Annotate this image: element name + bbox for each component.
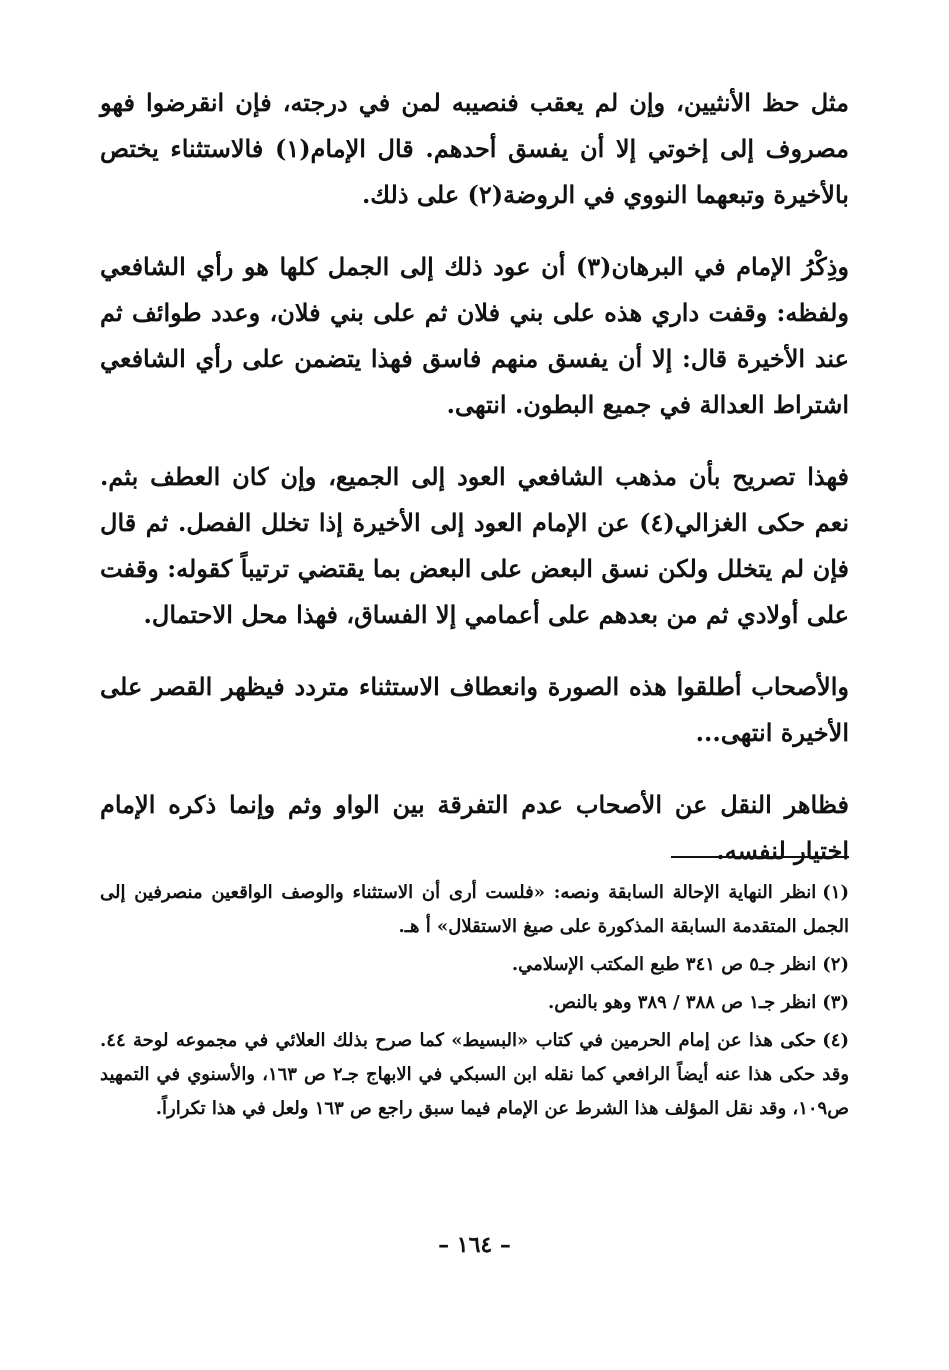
footnotes	[100, 876, 849, 1130]
paragraph-3: فهذا تصريح بأن مذهب الشافعي العود إلى الجميع، وإن كان العطف بثم. نعم حكى الغزالي(٤) عن الإمام العود إلى الأخيرة إذا تخلل الفصل. ثم قال فإن لم يتخلل ولكن نسق البعض على البعض بما يقتضي ترتيباً كقوله: وقفت على أولادي ثم من بعدهم على أعمامي إلا الفساق، فهذا محل الاحتمال.	[100, 462, 849, 629]
page-number: – ١٦٤ –	[438, 1232, 511, 1258]
footnote-text: حكى هذا عن إمام الحرمين في كتاب «البسيط» كما صرح بذلك العلائي في مجموعه لوحة ٤٤. وقد حكى هذا عنه أيضاً الرافعي كما نقله ابن السبكي في الابهاج جـ٢ ص ١٦٣، والأسنوي في التمهيد ص١٠٩، وقد نقل المؤلف هذا الشرط عن الإمام فيما سبق راجع ص ١٦٣ ولعل في هذا تكراراً.	[100, 1030, 850, 1119]
footnote-3	[100, 986, 849, 1020]
footnote-divider	[671, 856, 849, 858]
footnote-text: انظر جـ٥ ص ٣٤١ طبع المكتب الإسلامي.	[511, 954, 817, 975]
paragraph-5: فظاهر النقل عن الأصحاب عدم التفرقة بين الواو وثم وإنما ذكره الإمام اختيار لنفسه.	[100, 790, 849, 865]
footnote-2	[100, 948, 849, 982]
paragraph-1: مثل حظ الأنثيين، وإن لم يعقب فنصيبه لمن في درجته، فإن انقرضوا فهو مصروف إلى إخوتي إلا أن يفسق أحدهم. قال الإمام(١) فالاستثناء يختص بالأخيرة وتبعهما النووي في الروضة(٢) على ذلك.	[100, 88, 849, 209]
footnote-number: (٤)	[822, 1030, 849, 1051]
main-text	[100, 80, 849, 874]
footnote-number: (١)	[822, 882, 849, 903]
footnote-text: انظر جـ١ ص ٣٨٨ / ٣٨٩ وهو بالنص.	[548, 992, 817, 1013]
footnote-1	[100, 876, 849, 944]
paragraph-4: والأصحاب أطلقوا هذه الصورة وانعطاف الاستثناء متردد فيظهر القصر على الأخيرة انتهى...	[100, 672, 849, 747]
paragraph-2: وذِكْرُ الإمام في البرهان(٣) أن عود ذلك إلى الجمل كلها هو رأي الشافعي ولفظه: وقفت داري هذه على بني فلان ثم على بني فلان، وعدد طوائف ثم عند الأخيرة قال: إلا أن يفسق منهم فاسق فهذا يتضمن على رأي الشافعي اشتراط العدالة في جميع البطون. انتهى.	[100, 252, 849, 419]
footnote-text: انظر النهاية الإحالة السابقة ونصه: «فلست أرى أن الاستثناء والوصف الواقعين منصرفين إلى الجمل المتقدمة السابقة المذكورة على صيغ الاستقلال» أ هـ.	[100, 882, 849, 937]
footnote-number: (٣)	[822, 992, 849, 1013]
footnote-4	[100, 1024, 849, 1126]
footnote-number: (٢)	[822, 954, 849, 975]
